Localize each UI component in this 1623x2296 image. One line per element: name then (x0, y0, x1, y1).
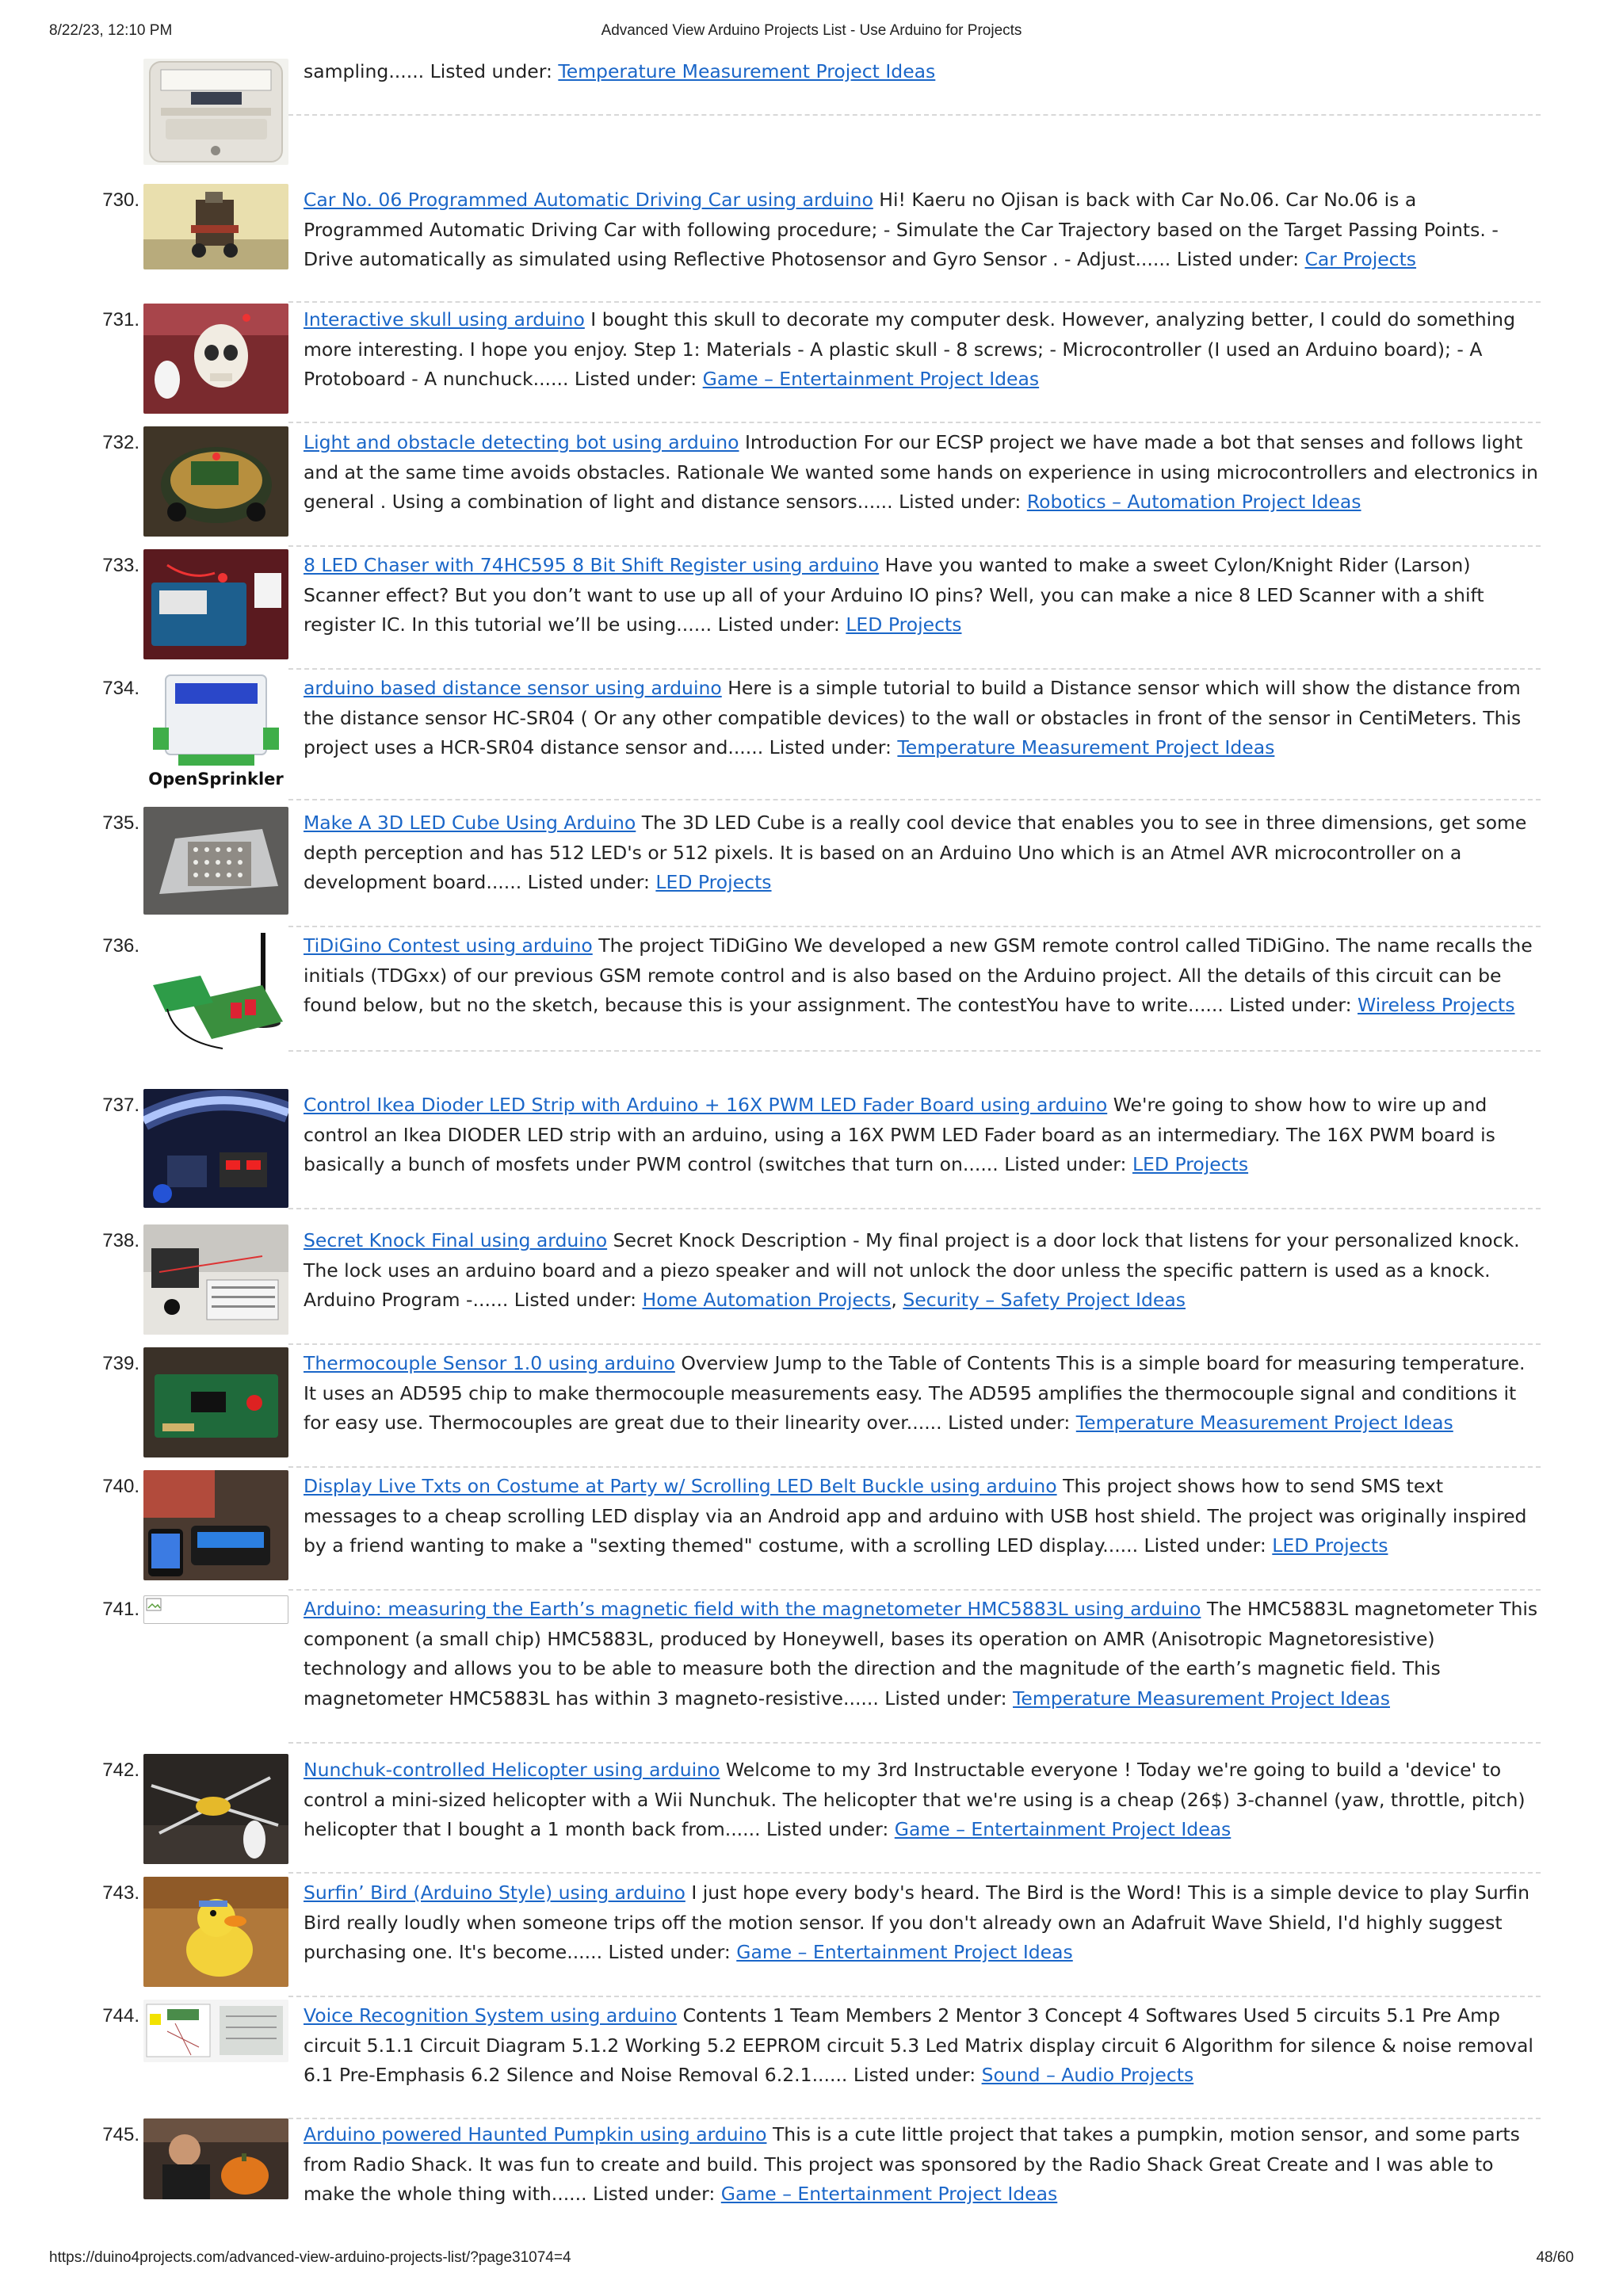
entry-number: 732. (102, 432, 139, 453)
entry-text (304, 1349, 1540, 1438)
entry-description: sampling...... Listed under: (304, 60, 559, 82)
print-page-number: 48/60 (1536, 2249, 1574, 2266)
entry-description: Have you wanted to make a sweet Cylon/Knight Rider (Larson) Scanner effect? But you don’t want to use up all of your Arduino IO pins? Well, you can make a nice 8 LED Scanner with a shift register IC. In this tutorial we’ll be using...... Listed under: (304, 554, 1484, 636)
entry-number: 739. (102, 1353, 139, 1374)
project-title-link[interactable]: Interactive skull using arduino (304, 308, 585, 330)
project-thumbnail[interactable] (143, 1224, 288, 1335)
entry-number: 741. (102, 1599, 139, 1620)
entry-separator (288, 1742, 1541, 1744)
entry-separator (288, 668, 1541, 670)
project-thumbnail[interactable] (143, 1877, 288, 1987)
entry-description: The 3D LED Cube is a really cool device that enables you to see in three dimensions, get some depth perception and has 512 LED's or 512 pixels. It is based on an Arduino Uno which is an Atmel AVR microcontroller on a development board...... Listed under: (304, 812, 1527, 893)
category-link[interactable]: Game – Entertainment Project Ideas (894, 1818, 1232, 1840)
project-title-link[interactable]: Car No. 06 Programmed Automatic Driving Car using arduino (304, 189, 873, 211)
entry-number: 738. (102, 1230, 139, 1251)
thumbnail-logo-text: OpenSprinkler (148, 770, 284, 789)
category-link[interactable]: Game – Entertainment Project Ideas (720, 2183, 1058, 2205)
entry-number: 745. (102, 2124, 139, 2145)
entry-separator (288, 301, 1541, 303)
entry-separator (288, 2118, 1541, 2119)
entry-text (304, 428, 1540, 518)
entry-text (304, 57, 1540, 87)
entry-number: 736. (102, 935, 139, 957)
category-link[interactable]: Temperature Measurement Project Ideas (1013, 1687, 1390, 1710)
entry-description: Contents 1 Team Members 2 Mentor 3 Concept 4 Softwares Used 5 circuits 5.1 Pre Amp circuit 5.1.1 Circuit Diagram 5.1.2 Working 5.2 EEPROM circuit 5.3 Led Matrix display circuit 6 Algorithm for silence & noise removal 6.1 Pre-Emphasis 6.2 Silence and Noise Removal 6.2.1...... Listed under: (304, 2004, 1533, 2086)
entry-separator (288, 1050, 1541, 1052)
category-link[interactable]: Temperature Measurement Project Ideas (558, 60, 936, 82)
entry-separator (288, 1996, 1541, 1997)
project-title-link[interactable]: Voice Recognition System using arduino (304, 2004, 678, 2027)
entry-description: I just hope every body's heard. The Bird is the Word! This is a simple device to play Surfin Bird really loudly when someone trips off the motion sensor. If you don't already own an Adafruit Wave Shield, I'd highly suggest purchasing one. It's become...... Listed under: (304, 1881, 1529, 1963)
category-link[interactable]: LED Projects (846, 613, 962, 636)
entry-text (304, 1091, 1540, 1180)
project-thumbnail[interactable] (143, 304, 288, 414)
entry-text (304, 2001, 1540, 2091)
print-datetime: 8/22/23, 12:10 PM (49, 22, 173, 39)
entry-number: 730. (102, 189, 139, 211)
entry-description: The HMC5883L magnetometer This component (a small chip) HMC5883L, produced by Honeywell, bases its operation on AMR (Anisotropic Magnetoresistive) technology and allows you to be able to measure both the direction and the magnitude of the earth’s magnetic field. This magnetometer HMC5883L has within 3 magneto-resistive...... Listed under: (304, 1598, 1538, 1710)
entry-separator (288, 1589, 1541, 1591)
project-thumbnail[interactable] (143, 549, 288, 659)
project-title-link[interactable]: Display Live Txts on Costume at Party w/ Scrolling LED Belt Buckle using arduino (304, 1475, 1057, 1497)
entry-text (304, 551, 1540, 640)
project-title-link[interactable]: arduino based distance sensor using arduino (304, 677, 722, 699)
entry-description: The project TiDiGino We developed a new GSM remote control called TiDiGino. The name recalls the initials (TDGxx) of our previous GSM remote control and is also based on the Arduino project. All the details of this circuit can be found below, but no the sketch, because this is your assignment. The contestYou have to write...... Listed under: (304, 934, 1533, 1016)
entry-description: This project shows how to send SMS text messages to a cheap scrolling LED display via an Android app and arduino with USB host shield. The project was originally inspired by a friend wanting to make a "sexting themed" costume, with a scrolling LED display...... Listed under: (304, 1475, 1527, 1557)
project-title-link[interactable]: 8 LED Chaser with 74HC595 8 Bit Shift Register using arduino (304, 554, 880, 576)
category-link[interactable]: LED Projects (655, 871, 772, 893)
entry-description: I bought this skull to decorate my computer desk. However, analyzing better, I could do something more interesting. I hope you enjoy. Step 1: Materials - A plastic skull - 8 screws; - Microcontroller (I used an Arduino board); - A Protoboard - A nunchuck...... Listed under: (304, 308, 1515, 390)
entry-separator (288, 1466, 1541, 1468)
entry-description: This is a cute little project that takes a pumpkin, motion sensor, and some parts from Radio Shack. It was fun to create and build. This project was sponsored by the Radio Shack Great Create and I was able to make the whole thing with...... Listed under: (304, 2123, 1520, 2205)
entry-separator (288, 799, 1541, 800)
entry-number: 733. (102, 555, 139, 576)
entry-text (304, 674, 1540, 763)
project-thumbnail[interactable] (143, 59, 288, 165)
entry-text (304, 1755, 1540, 1845)
project-thumbnail[interactable] (143, 1754, 288, 1864)
project-thumbnail[interactable] (143, 2000, 288, 2062)
broken-image-icon[interactable] (143, 1595, 288, 1624)
entry-description: Here is a simple tutorial to build a Distance sensor which will show the distance from the distance sensor HC-SR04 ( Or any other compatible devices) to the wall or obstacles in front of the sensor in CentiMeters. This project uses a HCR-SR04 distance sensor and...... Listed under: (304, 677, 1522, 758)
entry-number: 740. (102, 1476, 139, 1497)
category-link[interactable]: Sound – Audio Projects (981, 2064, 1194, 2086)
entry-text (304, 1472, 1540, 1561)
print-url: https://duino4projects.com/advanced-view-arduino-projects-list/?page31074=4 (49, 2249, 571, 2266)
category-link[interactable]: Wireless Projects (1358, 994, 1515, 1016)
project-thumbnail[interactable] (143, 807, 288, 915)
project-title-link[interactable]: TiDiGino Contest using arduino (304, 934, 593, 957)
entry-text (304, 808, 1540, 898)
category-link[interactable]: Game – Entertainment Project Ideas (702, 368, 1040, 390)
entry-text (304, 185, 1540, 275)
project-thumbnail[interactable] (143, 930, 288, 1064)
category-link[interactable]: Game – Entertainment Project Ideas (736, 1941, 1073, 1963)
entry-description: Welcome to my 3rd Instructable everyone ! Today we're going to build a 'device' to control a mini-sized helicopter with a Wii Nunchuk. The helicopter that we're using is a cheap (26$) 3-channel (yaw, throttle, pitch) helicopter that I bought a 1 month back from...... Listed under: (304, 1759, 1526, 1840)
entry-number: 731. (102, 309, 139, 330)
project-title-link[interactable]: Arduino: measuring the Earth’s magnetic field with the magnetometer HMC5883L using arduino (304, 1598, 1201, 1620)
category-link[interactable]: LED Projects (1132, 1153, 1249, 1175)
entry-text (304, 1878, 1540, 1968)
entry-text (304, 305, 1540, 395)
entry-number: 735. (102, 812, 139, 834)
project-title-link[interactable]: Surfin’ Bird (Arduino Style) using arduino (304, 1881, 685, 1904)
category-link[interactable]: Car Projects (1304, 248, 1417, 270)
project-title-link[interactable]: Light and obstacle detecting bot using arduino (304, 431, 739, 453)
entry-text (304, 931, 1540, 1021)
entry-description: Secret Knock Description - My final project is a door lock that listens for your personalized knock. The lock uses an arduino board and a piezo speaker and will not unlock the door unless the specific pattern is used as a knock. Arduino Program -...... Listed under: (304, 1229, 1520, 1311)
entry-number: 744. (102, 2005, 139, 2027)
entry-separator (288, 1208, 1541, 1209)
category-link[interactable]: Home Automation Projects (642, 1289, 892, 1311)
entry-number: 737. (102, 1095, 139, 1116)
category-link[interactable]: Temperature Measurement Project Ideas (897, 736, 1275, 758)
entry-description: Overview Jump to the Table of Contents This is a simple board for measuring temperature. It uses an AD595 chip to make thermocouple measurements easy. The AD595 amplifies the thermocouple signal and conditions it for easy use. Thermocouples are great due to their linearity over...... Listed under: (304, 1352, 1526, 1434)
project-title-link[interactable]: Thermocouple Sensor 1.0 using arduino (304, 1352, 675, 1374)
category-link[interactable]: Temperature Measurement Project Ideas (1075, 1412, 1453, 1434)
entry-separator (288, 1343, 1541, 1345)
project-title-link[interactable]: Make A 3D LED Cube Using Arduino (304, 812, 636, 834)
entry-description: Introduction For our ECSP project we have made a bot that senses and follows light and at the same time avoids obstacles. Rationale We wanted some hands on experience in using microcontrollers and electronics in general . Using a combination of light and distance sensors...... Listed under: (304, 431, 1538, 513)
project-title-link[interactable]: Control Ikea Dioder LED Strip with Arduino + 16X PWM LED Fader Board using arduino (304, 1094, 1108, 1116)
print-page-title: Advanced View Arduino Projects List - Use Arduino for Projects (601, 22, 1022, 39)
entry-text (304, 1595, 1540, 1713)
project-thumbnail[interactable] (143, 426, 288, 537)
entry-text (304, 2120, 1540, 2210)
category-link[interactable]: LED Projects (1272, 1534, 1388, 1557)
entry-description: We're going to show how to wire up and control an Ikea DIODER LED strip with an arduino, using a 16X PWM LED Fader board as an intermediary. The 16X PWM board is basically a bunch of mosfets under PWM control (switches that turn on...... Listed under: (304, 1094, 1495, 1175)
project-thumbnail[interactable] (143, 1089, 288, 1208)
entry-separator (288, 114, 1541, 116)
entry-separator (288, 422, 1541, 423)
project-title-link[interactable]: Secret Knock Final using arduino (304, 1229, 608, 1251)
entry-number: 743. (102, 1882, 139, 1904)
category-link[interactable]: Robotics – Automation Project Ideas (1026, 491, 1361, 513)
entry-description: Hi! Kaeru no Ojisan is back with Car No.06. Car No.06 is a Programmed Automatic Driving Car with following procedure; - Simulate the Car Trajectory based on the Target Passing Points. - Drive automatically as simulated using Reflective Photosensor and Gyro Sensor . - Adjust...... Listed under: (304, 189, 1499, 270)
project-thumbnail[interactable] (143, 1347, 288, 1457)
entry-separator (288, 1872, 1541, 1874)
entry-number: 734. (102, 678, 139, 699)
entry-separator (288, 545, 1541, 547)
project-thumbnail[interactable] (143, 184, 288, 269)
project-thumbnail[interactable] (143, 1470, 288, 1580)
entry-separator (288, 926, 1541, 927)
entry-number: 742. (102, 1759, 139, 1781)
project-thumbnail[interactable] (143, 2118, 288, 2199)
project-title-link[interactable]: Arduino powered Haunted Pumpkin using arduino (304, 2123, 767, 2145)
project-thumbnail[interactable] (143, 672, 288, 791)
project-title-link[interactable]: Nunchuk-controlled Helicopter using arduino (304, 1759, 720, 1781)
entry-text: Secret Knock Final using arduino Secret Knock Description - My final project is a door lock that listens for your personalized knock. The lock uses an arduino board and a piezo speaker and will not unlock the door unless the specific pattern is used as a knock. Arduino Program -...... Listed under: Home Automation Projects, Security – Safety Project Ideas (304, 1229, 1520, 1311)
category-link[interactable]: Security – Safety Project Ideas (903, 1289, 1186, 1311)
